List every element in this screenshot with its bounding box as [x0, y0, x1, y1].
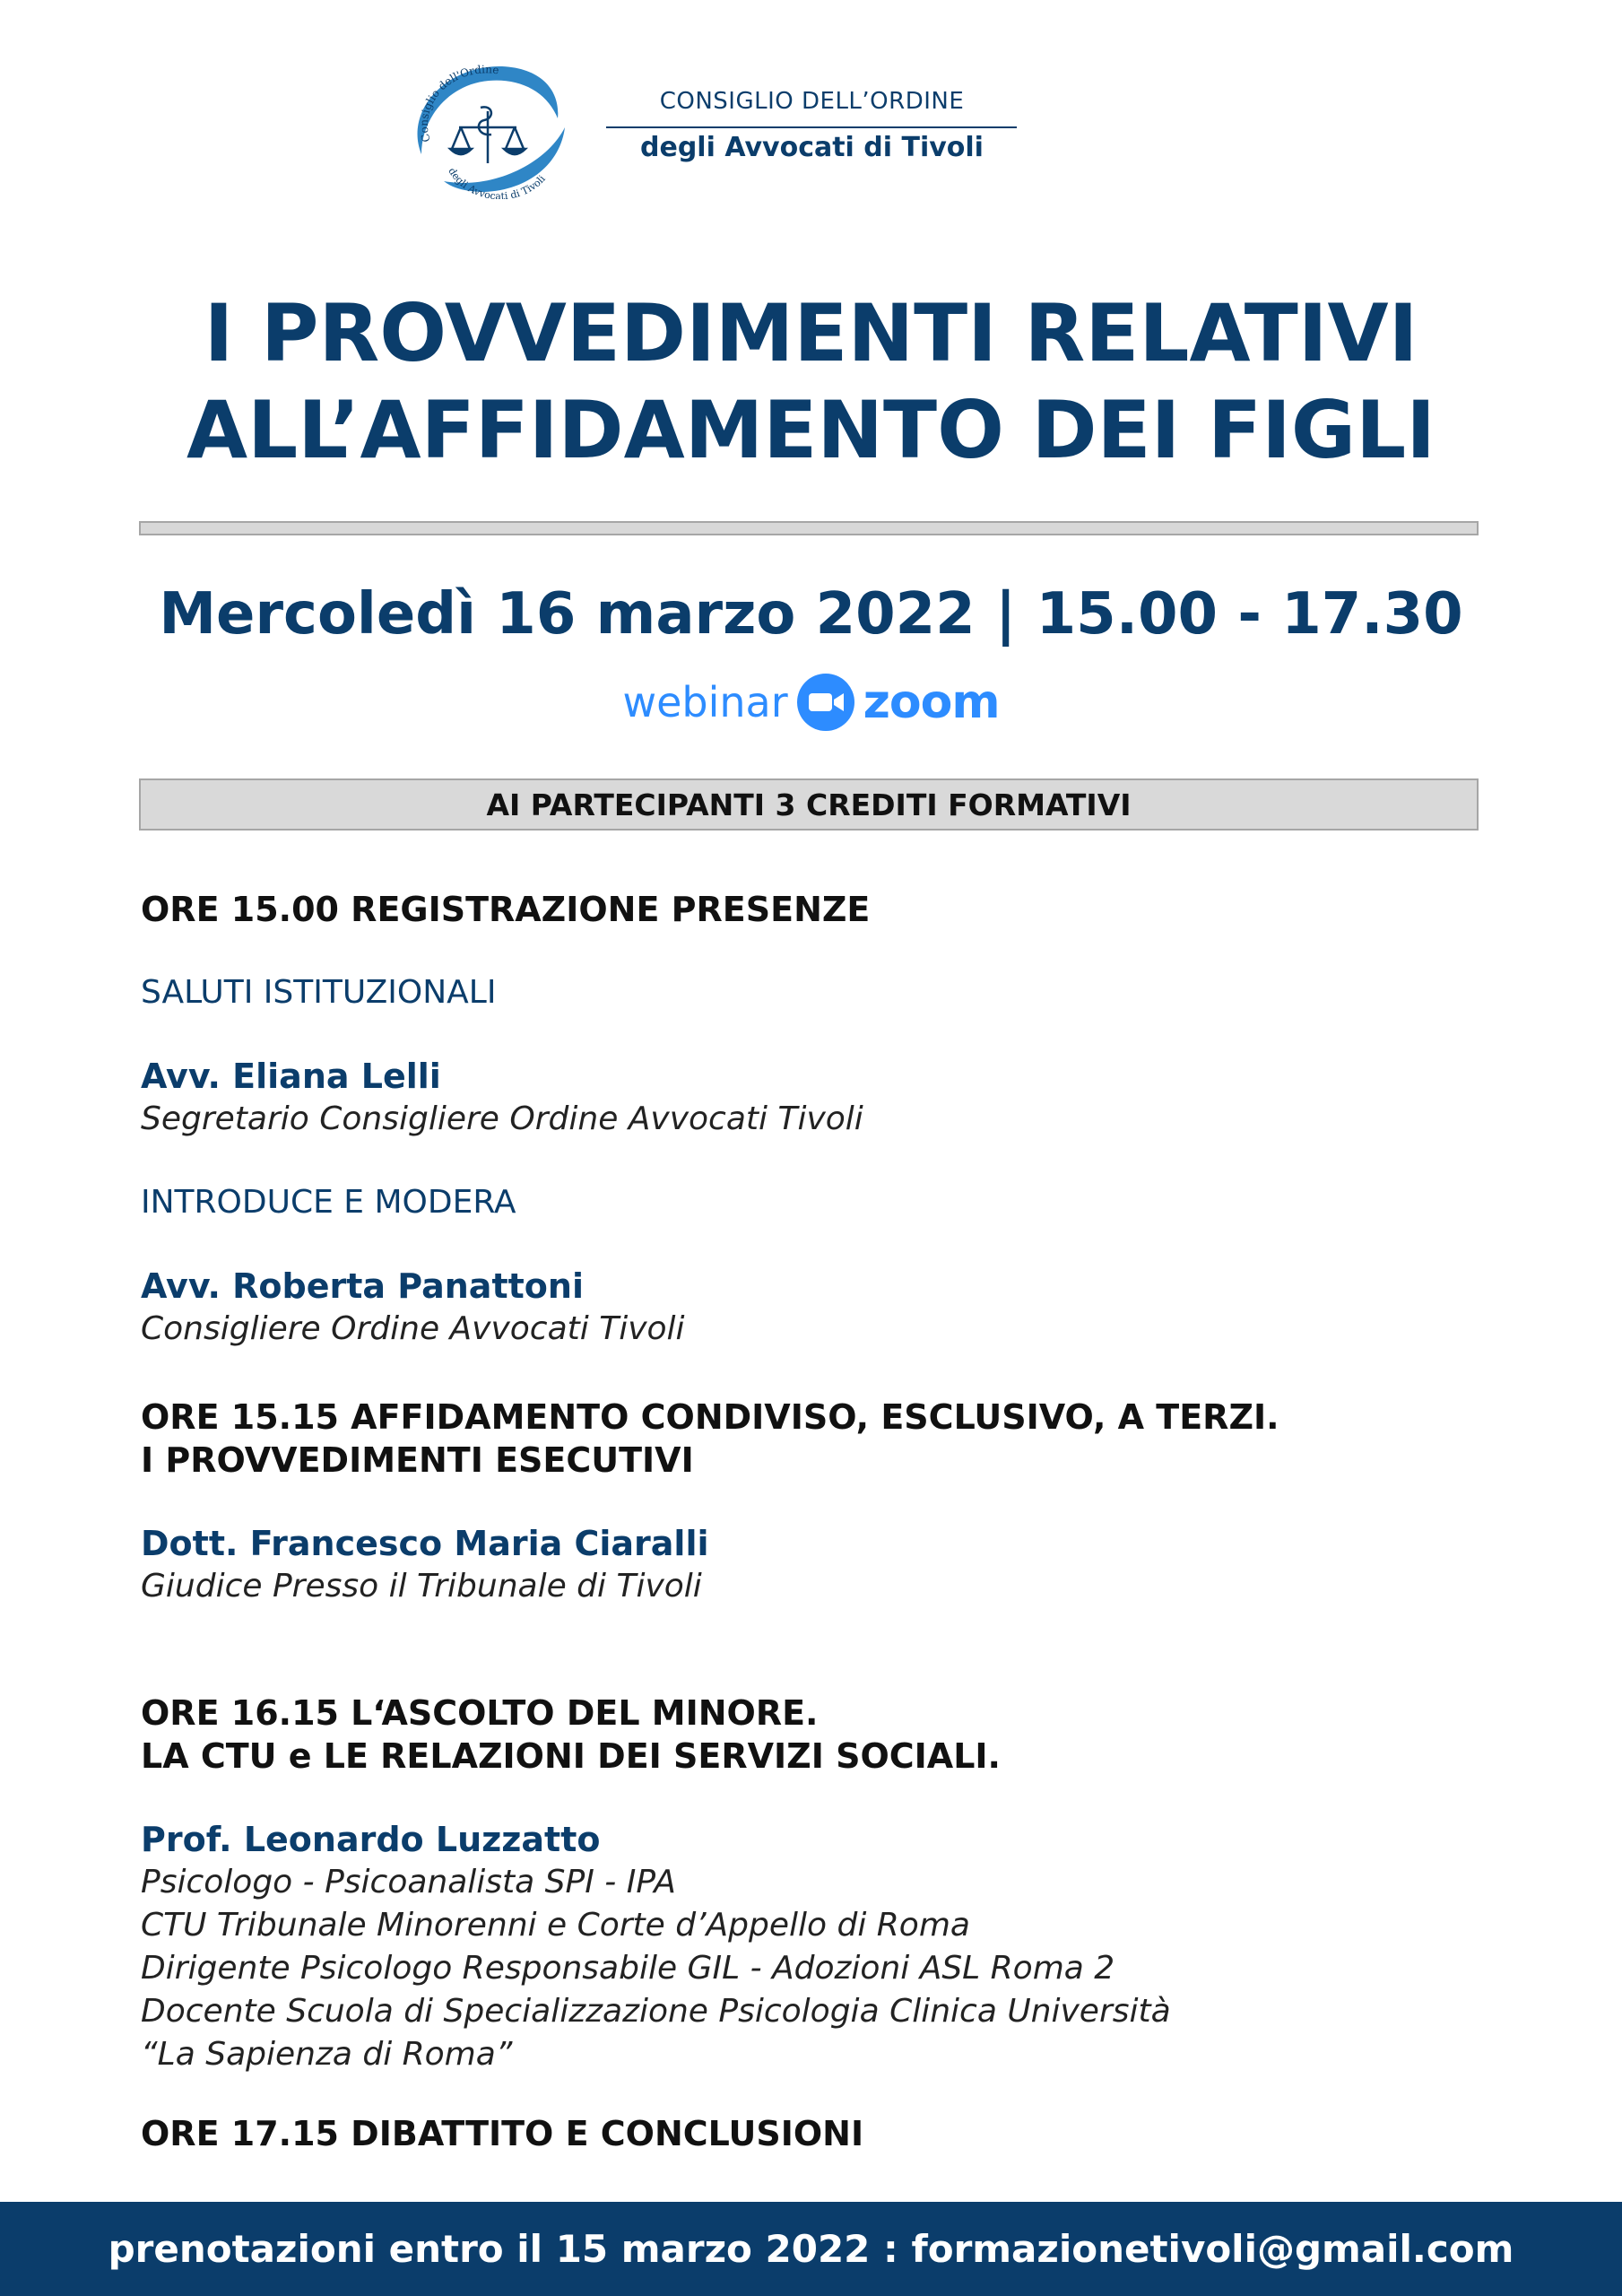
session-1-subtitle: I PROVVEDIMENTI ESECUTIVI [141, 1440, 694, 1480]
order-logo [395, 56, 574, 199]
event-title-line-1: I PROVVEDIMENTI RELATIVI [204, 287, 1418, 379]
webinar-label: webinar [622, 678, 788, 726]
moderator-role: Consigliere Ordine Avvocati Tivoli [141, 1310, 685, 1347]
credits-banner: AI PARTECIPANTI 3 CREDITI FORMATIVI [139, 778, 1479, 831]
org-name-top: CONSIGLIO DELL’ORDINE [659, 88, 965, 115]
speaker-role: Psicologo - Psicoanalista SPI - IPA [141, 1864, 676, 1900]
zoom-logo-text: zoom [863, 675, 1000, 729]
logo-text-top: Consiglio dell'Ordine [417, 63, 500, 144]
speaker-name: Prof. Leonardo Luzzatto [141, 1820, 601, 1859]
speaker-role: CTU Tribunale Minorenni e Corte d’Appello di Roma [141, 1907, 970, 1944]
moderator-name: Avv. Roberta Panattoni [141, 1266, 584, 1306]
speaker-role: Segretario Consigliere Ordine Avvocati Tivoli [141, 1100, 863, 1137]
zoom-camera-icon [797, 674, 854, 731]
webinar-platform [0, 671, 1622, 734]
session-2-subtitle: LA CTU e LE RELAZIONI DEI SERVIZI SOCIALI. [141, 1736, 1001, 1776]
agenda [141, 888, 1540, 2155]
agenda-registration: ORE 15.00 REGISTRAZIONE PRESENZE [141, 890, 871, 929]
speaker-role: “La Sapienza di Roma” [141, 2036, 513, 2073]
agenda-closing: ORE 17.15 DIBATTITO E CONCLUSIONI [141, 2114, 864, 2153]
session-1-title: ORE 15.15 AFFIDAMENTO CONDIVISO, ESCLUSIVO, A TERZI. [141, 1397, 1279, 1437]
event-title [0, 285, 1622, 479]
speaker-name: Dott. Francesco Maria Ciaralli [141, 1524, 709, 1563]
booking-footer [0, 2202, 1622, 2296]
event-title-line-2: ALL’AFFIDAMENTO DEI FIGLI [186, 384, 1436, 476]
booking-info: prenotazioni entro il 15 marzo 2022 : formazionetivoli@gmail.com [108, 2227, 1514, 2271]
speaker-role: Dirigente Psicologo Responsabile GIL - Adozioni ASL Roma 2 [141, 1950, 1115, 1987]
scales-icon [450, 107, 525, 163]
org-divider [606, 126, 1017, 128]
title-divider [139, 521, 1479, 535]
event-date: Mercoledì 16 marzo 2022 | 15.00 - 17.30 [159, 581, 1463, 648]
speaker-role: Docente Scuola di Specializzazione Psicologia Clinica Università [141, 1993, 1171, 2030]
greetings-heading: SALUTI ISTITUZIONALI [141, 974, 497, 1011]
session-2-title: ORE 16.15 L‘ASCOLTO DEL MINORE. [141, 1693, 819, 1733]
speaker-name: Avv. Eliana Lelli [141, 1057, 441, 1096]
speaker-role: Giudice Presso il Tribunale di Tivoli [141, 1568, 702, 1605]
moderator-heading: INTRODUCE E MODERA [141, 1184, 516, 1221]
logo-text-bottom: degli Avvocati di Tivoli [446, 165, 548, 199]
org-name-bottom: degli Avvocati di Tivoli [640, 132, 984, 163]
